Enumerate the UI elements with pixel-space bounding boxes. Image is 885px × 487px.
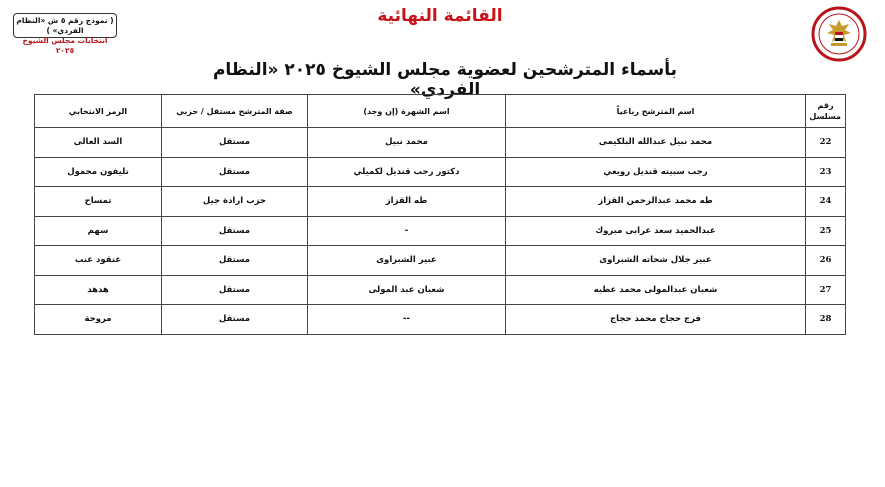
cell-name: عبدالحميد سعد عرابى مبروك xyxy=(506,216,806,246)
table-row xyxy=(35,246,846,276)
cell-fame: محمد نبيل xyxy=(308,128,506,158)
egypt-eagle-emblem-icon xyxy=(811,6,867,62)
final-list-title: القائمة النهائية xyxy=(377,6,503,26)
cell-status: مستقل xyxy=(162,305,308,335)
cell-name: محمد نبيل عبدالله البلكيمى xyxy=(506,128,806,158)
column-header-name: اسم المترشح رباعياً xyxy=(506,95,806,128)
table-row xyxy=(35,128,846,158)
cell-symbol: سهم xyxy=(35,216,162,246)
cell-symbol: تليفون محمول xyxy=(35,157,162,187)
cell-serial: 23 xyxy=(806,157,846,187)
cell-serial: 22 xyxy=(806,128,846,158)
cell-symbol: عنقود عنب xyxy=(35,246,162,276)
column-header-fame: اسم الشهرة (إن وجد) xyxy=(308,95,506,128)
cell-serial: 26 xyxy=(806,246,846,276)
form-number-box xyxy=(13,13,117,55)
cell-name: رجب سبيته قنديل رويعي xyxy=(506,157,806,187)
table-row xyxy=(35,216,846,246)
cell-symbol: مروحة xyxy=(35,305,162,335)
election-name-label: انتخابات مجلس الشيوخ ٢٠٢٥ xyxy=(22,36,108,55)
cell-status: حزب ارادة جيل xyxy=(162,187,308,217)
cell-serial: 27 xyxy=(806,275,846,305)
cell-fame: دكتور رجب قنديل لكميلي xyxy=(308,157,506,187)
page-title: بأسماء المترشحين لعضوية مجلس الشيوخ ٢٠٢٥ «النظام الفردي» xyxy=(212,60,678,100)
table-row xyxy=(35,305,846,335)
table-header-row xyxy=(35,95,846,128)
cell-status: مستقل xyxy=(162,157,308,187)
table-row xyxy=(35,187,846,217)
cell-symbol: السد العالى xyxy=(35,128,162,158)
cell-fame: عبير الشبراوى xyxy=(308,246,506,276)
cell-status: مستقل xyxy=(162,216,308,246)
cell-name: شعبان عبدالمولى محمد عطيه xyxy=(506,275,806,305)
table-row xyxy=(35,157,846,187)
cell-name: طه محمد عبدالرحمن القزاز xyxy=(506,187,806,217)
column-header-status: صفة المترشح مستقل / حزبي xyxy=(162,95,308,128)
candidates-table xyxy=(34,94,846,335)
cell-symbol: تمساح xyxy=(35,187,162,217)
table-row xyxy=(35,275,846,305)
cell-status: مستقل xyxy=(162,128,308,158)
cell-serial: 25 xyxy=(806,216,846,246)
column-header-symbol: الرمز الانتخابي xyxy=(35,95,162,128)
cell-status: مستقل xyxy=(162,246,308,276)
column-header-serial: رقم مسلسل xyxy=(806,95,846,128)
cell-symbol: هدهد xyxy=(35,275,162,305)
cell-serial: 28 xyxy=(806,305,846,335)
cell-serial: 24 xyxy=(806,187,846,217)
cell-status: مستقل xyxy=(162,275,308,305)
cell-fame: طه القزاز xyxy=(308,187,506,217)
cell-fame: شعبان عبد المولى xyxy=(308,275,506,305)
cell-fame: -- xyxy=(308,305,506,335)
cell-name: عبير جلال شحاته الشبراوى xyxy=(506,246,806,276)
cell-name: فرج حجاج محمد حجاج xyxy=(506,305,806,335)
form-number-label: ( نموذج رقم ٥ ش «النظام الفردي» ) xyxy=(16,16,114,35)
cell-fame: - xyxy=(308,216,506,246)
